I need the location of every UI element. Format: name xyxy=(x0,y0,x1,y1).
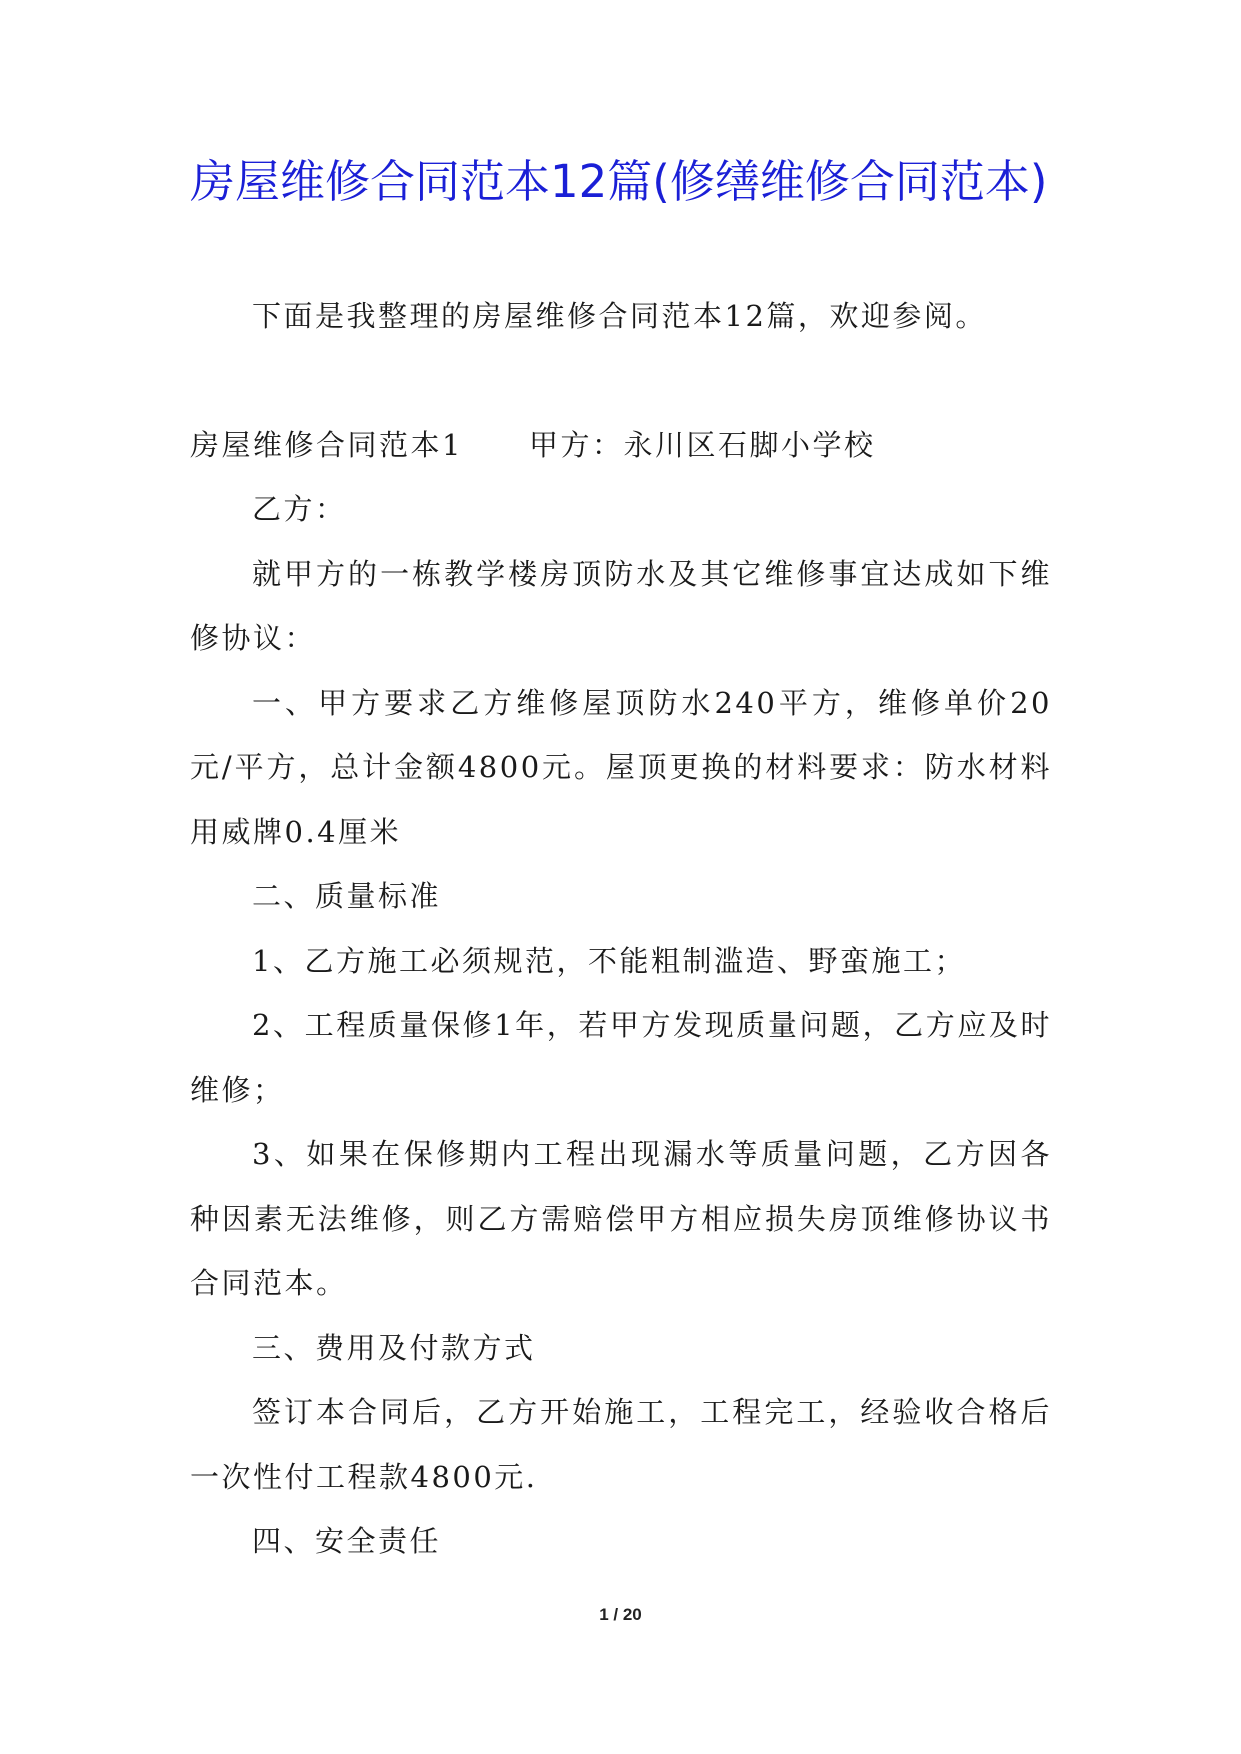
page-number: 1 / 20 xyxy=(599,1605,642,1624)
document-body xyxy=(190,284,1052,1574)
paragraph: 2、工程质量保修1年，若甲方发现质量问题，乙方应及时维修； xyxy=(190,1008,1052,1107)
intro-paragraph: 下面是我整理的房屋维修合同范本12篇，欢迎参阅。 xyxy=(252,299,987,333)
party-a: 甲方：永川区石脚小学校 xyxy=(528,427,876,462)
section-heading: 四、安全责任 xyxy=(252,1524,442,1558)
paragraph: 1、乙方施工必须规范，不能粗制滥造、野蛮施工； xyxy=(252,943,966,978)
party-b: 乙方： xyxy=(252,492,347,526)
paragraph: 就甲方的一栋教学楼房顶防水及其它维修事宜达成如下维修协议： xyxy=(190,556,1052,655)
contract-heading-row xyxy=(190,413,1052,478)
paragraph: 3、如果在保修期内工程出现漏水等质量问题，乙方因各种因素无法维修，则乙方需赔偿甲方相应损失房顶维修协议书合同范本。 xyxy=(190,1137,1052,1300)
paragraph: 一、甲方要求乙方维修屋顶防水240平方，维修单价20元/平方，总计金额4800元。屋顶更换的材料要求：防水材料用威牌0.4厘米 xyxy=(190,685,1052,849)
contract-heading: 房屋维修合同范本1 xyxy=(190,427,463,462)
section-heading: 三、费用及付款方式 xyxy=(252,1330,536,1365)
document-title: 房屋维修合同范本12篇(修缮维修合同范本) xyxy=(190,155,1048,208)
section-heading: 二、质量标准 xyxy=(252,879,442,913)
paragraph: 签订本合同后，乙方开始施工，工程完工，经验收合格后一次性付工程款4800元. xyxy=(190,1395,1052,1494)
